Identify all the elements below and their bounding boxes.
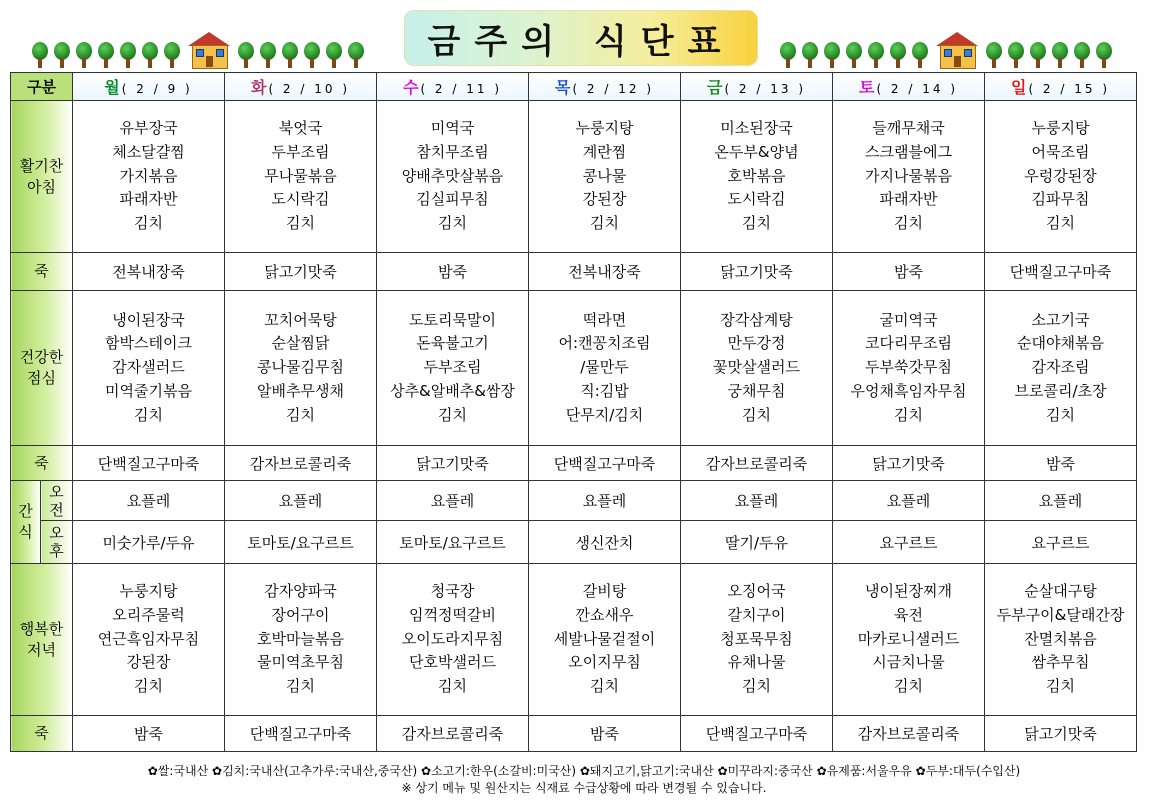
snack-pm-item: 생신잔치: [575, 533, 634, 552]
lunch-porridge-cell: [681, 446, 833, 481]
snack-label-line: 식: [18, 523, 33, 541]
menu-item: 김치: [286, 214, 315, 233]
dinner-porridge-cell: [73, 716, 225, 752]
snack-am-cell: [529, 481, 681, 521]
lunch-menu-cell: [985, 291, 1137, 446]
breakfast-porridge-row: [11, 253, 1137, 291]
dinner-porridge-cell: [833, 716, 985, 752]
snack-pm-label: [41, 521, 73, 564]
day-header: [985, 73, 1137, 101]
lunch-menu-cell: [377, 291, 529, 446]
menu-item: /물만두: [580, 358, 629, 377]
breakfast-porridge-cell: [73, 253, 225, 291]
menu-item: 코다리무조림: [865, 334, 952, 353]
day-of-week: 화: [250, 78, 267, 97]
snack-pm-cell: [833, 521, 985, 564]
house-icon: [936, 32, 978, 68]
origin-note: ✿쌀:국내산 ✿김치:국내산(고추가루:국내산,중국산) ✿소고기:한우(소갈비:미국산) ✿돼지고기,닭고기:국내산 ✿미꾸라지:중국산 ✿유제품:서울우유 ✿두부:대두(수입산): [147, 764, 1021, 778]
snack-am-item: 요플레: [582, 492, 627, 510]
menu-item: 단호박샐러드: [409, 653, 496, 672]
tree-icon: [96, 42, 116, 68]
menu-item: 두부조림: [271, 142, 330, 161]
menu-item: 호박마늘볶음: [257, 629, 344, 648]
day-of-week: 목: [554, 78, 571, 97]
lunch-porridge-item: 닭고기맛죽: [416, 454, 489, 473]
menu-item: 장각삼계탕: [720, 310, 793, 329]
snack-pm-item: 딸기/두유: [724, 533, 788, 552]
breakfast-porridge-label: [11, 253, 73, 291]
snack-am-cell: [73, 481, 225, 521]
snack-pm-item: 요구르트: [879, 533, 938, 552]
snack-pm-cell: [985, 521, 1137, 564]
day-date: ( 2 / 10 ): [268, 82, 351, 96]
day-of-week: 일: [1010, 78, 1027, 97]
lunch-porridge-item: 단백질고구마죽: [553, 454, 656, 473]
menu-item: 장어구이: [271, 605, 330, 624]
day-header: [225, 73, 377, 101]
tree-icon: [324, 42, 344, 68]
menu-item: 김치: [438, 677, 467, 696]
tree-icon: [346, 42, 366, 68]
dinner-porridge-row: [11, 716, 1137, 752]
lunch-porridge-label: [11, 446, 73, 481]
lunch-porridge-item: 감자브로콜리죽: [249, 454, 352, 473]
lunch-menu-cell: [225, 291, 377, 446]
breakfast-label-line: 활기찬: [19, 156, 64, 175]
menu-item: 유부장국: [119, 119, 178, 137]
snack-pm-item: 토마토/요구르트: [399, 533, 506, 552]
snack-am-item: 요플레: [430, 492, 475, 510]
dinner-porridge-cell: [985, 716, 1137, 752]
breakfast-menu-cell: [377, 101, 529, 253]
lunch-porridge-cell: [833, 446, 985, 481]
snack-am-cell: [225, 481, 377, 521]
day-header: [529, 73, 681, 101]
snack-am-item: 요플레: [126, 492, 171, 510]
snack-pm-item: 미숫가루/두유: [102, 533, 195, 552]
breakfast-row: [11, 101, 1137, 253]
lunch-menu-cell: [833, 291, 985, 446]
lunch-porridge-item: 감자브로콜리죽: [705, 454, 808, 473]
day-date: ( 2 / 11 ): [420, 82, 503, 96]
menu-item: 어:캔꽁치조림: [558, 334, 651, 353]
breakfast-porridge-cell: [529, 253, 681, 291]
menu-item: 참치무조림: [416, 142, 489, 161]
menu-item: 우렁강된장: [1024, 166, 1097, 185]
menu-item: 누룽지탕: [1031, 119, 1090, 137]
lunch-menu-cell: [529, 291, 681, 446]
snack-label: [11, 481, 41, 564]
menu-item: 김치: [286, 677, 315, 696]
menu-item: 누룽지탕: [575, 119, 634, 137]
menu-item: 김치: [134, 405, 163, 424]
menu-item: 순대야채볶음: [1017, 334, 1104, 353]
menu-item: 계란찜: [582, 142, 627, 161]
dinner-label: [11, 564, 73, 716]
tree-icon: [236, 42, 256, 68]
menu-item: 떡라면: [582, 310, 627, 329]
day-header: [833, 73, 985, 101]
menu-item: 김치: [134, 214, 163, 233]
menu-item: 오징어국: [727, 582, 786, 600]
breakfast-porridge-item: 닭고기맛죽: [720, 263, 793, 281]
dinner-porridge-item: 단백질고구마죽: [249, 725, 352, 743]
dinner-menu-cell: [225, 564, 377, 716]
lunch-porridge-cell: [73, 446, 225, 481]
menu-item: 마카로니샐러드: [857, 629, 960, 648]
menu-item: 콩나물: [582, 166, 627, 185]
menu-item: 잔멸치볶음: [1024, 629, 1097, 648]
breakfast-menu-cell: [225, 101, 377, 253]
breakfast-menu-cell: [985, 101, 1137, 253]
breakfast-porridge-cell: [681, 253, 833, 291]
tree-icon: [822, 42, 842, 68]
snack-pm-cell: [73, 521, 225, 564]
left-tree-decoration: [30, 40, 366, 68]
menu-item: 도토리묵말이: [409, 310, 496, 329]
tree-icon: [888, 42, 908, 68]
dinner-menu-cell: [377, 564, 529, 716]
lunch-porridge-cell: [985, 446, 1137, 481]
lunch-porridge-cell: [377, 446, 529, 481]
menu-item: 김파무침: [1031, 190, 1090, 209]
menu-item: 만두강정: [727, 334, 786, 353]
menu-item: 육전: [894, 605, 923, 624]
menu-item: 소고기국: [1031, 310, 1090, 329]
menu-item: 오리주물럭: [112, 605, 185, 624]
menu-item: 스크램블에그: [865, 142, 952, 161]
breakfast-porridge-cell: [377, 253, 529, 291]
tree-icon: [866, 42, 886, 68]
tree-icon: [280, 42, 300, 68]
dinner-porridge-cell: [377, 716, 529, 752]
menu-item: 무나물볶음: [264, 166, 337, 185]
menu-item: 김치: [1046, 214, 1075, 233]
day-header: [73, 73, 225, 101]
snack-pm-label-line: 후: [49, 542, 64, 560]
menu-item: 두부구이&달래간장: [996, 605, 1125, 624]
menu-item: 감자조림: [1031, 358, 1090, 377]
day-date: ( 2 / 15 ): [1028, 82, 1111, 96]
menu-item: 궁채무침: [727, 381, 786, 400]
snack-am-cell: [833, 481, 985, 521]
dinner-porridge-cell: [225, 716, 377, 752]
menu-item: 미역국: [430, 119, 475, 137]
menu-item: 김치: [590, 677, 619, 696]
dinner-menu-cell: [985, 564, 1137, 716]
day-date: ( 2 / 13 ): [724, 82, 807, 96]
menu-item: 냉이된장국: [112, 310, 185, 329]
menu-item: 갈비탕: [582, 582, 627, 600]
menu-item: 알배추무생채: [257, 381, 344, 400]
dinner-porridge-label-text: 죽: [34, 724, 49, 742]
tree-icon: [844, 42, 864, 68]
tree-icon: [1028, 42, 1048, 68]
dinner-porridge-item: 감자브로콜리죽: [401, 725, 504, 743]
menu-item: 우엉채흑임자무침: [850, 381, 967, 400]
menu-item: 양배추맛살볶음: [401, 166, 504, 185]
lunch-porridge-item: 밤죽: [1046, 454, 1075, 473]
menu-item: 물미역초무침: [257, 653, 344, 672]
dinner-porridge-item: 밤죽: [134, 725, 163, 743]
day-date: ( 2 / 12 ): [572, 82, 655, 96]
dinner-menu-cell: [833, 564, 985, 716]
menu-item: 김치: [286, 405, 315, 424]
tree-icon: [1006, 42, 1026, 68]
change-notice: ※ 상기 메뉴 및 원산지는 식재료 수급상황에 따라 변경될 수 있습니다.: [401, 781, 767, 795]
menu-item: 도시락김: [271, 190, 330, 209]
breakfast-menu-cell: [681, 101, 833, 253]
menu-item: 미소된장국: [720, 119, 793, 137]
snack-pm-cell: [377, 521, 529, 564]
breakfast-porridge-label-text: 죽: [34, 262, 49, 280]
snack-am-item: 요플레: [734, 492, 779, 510]
menu-item: 강된장: [582, 190, 627, 209]
lunch-porridge-cell: [225, 446, 377, 481]
day-header: [377, 73, 529, 101]
dinner-menu-cell: [529, 564, 681, 716]
breakfast-menu-cell: [529, 101, 681, 253]
lunch-porridge-item: 닭고기맛죽: [872, 454, 945, 473]
menu-item: 들깨무채국: [872, 119, 945, 137]
snack-am-label-line: 오: [49, 482, 64, 501]
menu-item: 굴미역국: [879, 310, 938, 329]
snack-am-item: 요플레: [278, 492, 323, 510]
lunch-porridge-row: [11, 446, 1137, 481]
menu-item: 청포묵무침: [720, 629, 793, 648]
menu-item: 가지나물볶음: [865, 166, 952, 185]
day-date: ( 2 / 9 ): [121, 82, 193, 96]
snack-pm-item: 요구르트: [1031, 533, 1090, 552]
category-label: 구분: [27, 78, 56, 96]
house-icon: [188, 32, 230, 68]
menu-item: 두부조림: [423, 358, 482, 377]
tree-icon: [1072, 42, 1092, 68]
menu-item: 어묵조림: [1031, 142, 1090, 161]
menu-item: 김치: [590, 214, 619, 233]
tree-icon: [800, 42, 820, 68]
menu-item: 북엇국: [278, 119, 323, 137]
breakfast-porridge-item: 단백질고구마죽: [1009, 263, 1112, 281]
snack-pm-cell: [225, 521, 377, 564]
tree-icon: [302, 42, 322, 68]
menu-item: 김치: [438, 405, 467, 424]
menu-item: 감자양파국: [264, 582, 337, 600]
breakfast-porridge-item: 밤죽: [438, 263, 467, 281]
menu-item: 시금치나물: [872, 653, 945, 672]
menu-item: 김치: [894, 214, 923, 233]
menu-item: 청국장: [430, 582, 475, 600]
tree-icon: [910, 42, 930, 68]
right-tree-decoration: [778, 40, 1114, 68]
menu-item: 김치: [1046, 677, 1075, 696]
breakfast-porridge-item: 전복내장죽: [568, 263, 641, 281]
tree-icon: [778, 42, 798, 68]
day-of-week: 토: [858, 78, 875, 97]
snack-am-label-line: 전: [49, 500, 64, 519]
tree-icon: [140, 42, 160, 68]
breakfast-label-line: 아침: [27, 177, 56, 196]
snack-am-row: [11, 481, 1137, 521]
dinner-label-line: 저녁: [27, 640, 56, 659]
menu-item: 세발나물겉절이: [553, 629, 656, 648]
menu-item: 김치: [742, 677, 771, 696]
breakfast-label: [11, 101, 73, 253]
menu-item: 두부쑥갓무침: [865, 358, 952, 377]
lunch-menu-cell: [73, 291, 225, 446]
lunch-menu-cell: [681, 291, 833, 446]
menu-item: 돈육불고기: [416, 334, 489, 353]
dinner-menu-cell: [681, 564, 833, 716]
snack-pm-row: [11, 521, 1137, 564]
tree-icon: [162, 42, 182, 68]
page-title: 금주의 식단표: [427, 21, 735, 62]
menu-item: 가지볶음: [119, 166, 178, 185]
menu-item: 감자샐러드: [112, 358, 185, 377]
tree-icon: [1050, 42, 1070, 68]
dinner-porridge-cell: [529, 716, 681, 752]
menu-item: 오이도라지무침: [401, 629, 504, 648]
tree-icon: [1094, 42, 1114, 68]
day-of-week: 수: [402, 78, 419, 97]
tree-icon: [74, 42, 94, 68]
menu-item: 도시락김: [727, 190, 786, 209]
tree-icon: [258, 42, 278, 68]
lunch-porridge-label-text: 죽: [34, 453, 49, 472]
menu-item: 파래자반: [119, 190, 178, 209]
breakfast-porridge-item: 닭고기맛죽: [264, 263, 337, 281]
menu-item: 김치: [1046, 405, 1075, 424]
tree-icon: [30, 42, 50, 68]
weekly-menu-table: [10, 72, 1137, 752]
day-header: [681, 73, 833, 101]
menu-item: 브로콜리/초장: [1014, 381, 1107, 400]
snack-pm-cell: [529, 521, 681, 564]
snack-am-item: 요플레: [886, 492, 931, 510]
lunch-porridge-cell: [529, 446, 681, 481]
menu-item: 상추&알배추&쌈장: [390, 381, 515, 400]
dinner-menu-cell: [73, 564, 225, 716]
menu-item: 갈치구이: [727, 605, 786, 624]
menu-item: 김실피무침: [416, 190, 489, 209]
lunch-label: [11, 291, 73, 446]
menu-item: 누룽지탕: [119, 582, 178, 600]
lunch-porridge-item: 단백질고구마죽: [97, 454, 200, 473]
tree-icon: [52, 42, 72, 68]
lunch-label-line: 점심: [27, 369, 56, 387]
breakfast-porridge-item: 밤죽: [894, 263, 923, 281]
menu-item: 냉이된장찌개: [865, 582, 952, 600]
menu-item: 김치: [894, 405, 923, 424]
snack-am-cell: [985, 481, 1137, 521]
menu-item: 직:김밥: [580, 381, 629, 400]
dinner-porridge-cell: [681, 716, 833, 752]
breakfast-porridge-item: 전복내장죽: [112, 263, 185, 281]
tree-icon: [118, 42, 138, 68]
lunch-row: [11, 291, 1137, 446]
breakfast-porridge-cell: [225, 253, 377, 291]
menu-item: 함박스테이크: [105, 334, 192, 353]
snack-am-cell: [681, 481, 833, 521]
header-row: [11, 73, 1137, 101]
menu-item: 미역줄기볶음: [105, 381, 192, 400]
lunch-label-line: 건강한: [19, 348, 64, 366]
menu-item: 유채나물: [727, 653, 786, 672]
day-date: ( 2 / 14 ): [876, 82, 959, 96]
menu-item: 김치: [894, 677, 923, 696]
dinner-row: [11, 564, 1137, 716]
snack-am-label: [41, 481, 73, 521]
menu-item: 쌈추무침: [1031, 653, 1090, 672]
day-of-week: 금: [706, 78, 723, 97]
breakfast-porridge-cell: [833, 253, 985, 291]
menu-item: 호박볶음: [727, 166, 786, 185]
menu-item: 오이지무침: [568, 653, 641, 672]
menu-body: [11, 73, 1137, 752]
snack-am-item: 요플레: [1038, 492, 1083, 510]
snack-pm-cell: [681, 521, 833, 564]
dinner-porridge-item: 단백질고구마죽: [705, 725, 808, 743]
menu-item: 김치: [742, 214, 771, 233]
menu-item: 김치: [438, 214, 467, 233]
menu-item: 깐쇼새우: [575, 605, 634, 624]
menu-item: 순살대구탕: [1024, 582, 1097, 600]
menu-item: 임꺽정떡갈비: [409, 605, 496, 624]
menu-item: 꼬치어묵탕: [264, 310, 337, 329]
snack-pm-label-line: 오: [49, 524, 64, 542]
menu-item: 연근흑임자무침: [97, 629, 200, 648]
breakfast-menu-cell: [73, 101, 225, 253]
menu-item: 순살찜닭: [271, 334, 330, 353]
breakfast-menu-cell: [833, 101, 985, 253]
dinner-label-line: 행복한: [19, 619, 64, 638]
menu-item: 온두부&양념: [714, 142, 799, 161]
category-header: [11, 73, 73, 101]
menu-item: 강된장: [126, 653, 171, 672]
breakfast-porridge-cell: [985, 253, 1137, 291]
menu-item: 단무지/김치: [565, 405, 644, 424]
menu-item: 김치: [134, 677, 163, 696]
dinner-porridge-item: 닭고기맛죽: [1024, 725, 1097, 743]
dinner-porridge-item: 감자브로콜리죽: [857, 725, 960, 743]
menu-item: 콩나물김무침: [257, 358, 344, 377]
menu-item: 파래자반: [879, 190, 938, 209]
day-of-week: 월: [104, 78, 120, 97]
snack-label-line: 간: [18, 502, 33, 520]
dinner-porridge-label: [11, 716, 73, 752]
menu-item: 꽃맛살샐러드: [713, 358, 800, 377]
title-banner: [404, 10, 758, 66]
dinner-porridge-item: 밤죽: [590, 725, 619, 743]
menu-item: 김치: [742, 405, 771, 424]
menu-item: 체소달걀찜: [112, 142, 185, 161]
tree-icon: [984, 42, 1004, 68]
snack-pm-item: 토마토/요구르트: [247, 533, 354, 552]
snack-am-cell: [377, 481, 529, 521]
